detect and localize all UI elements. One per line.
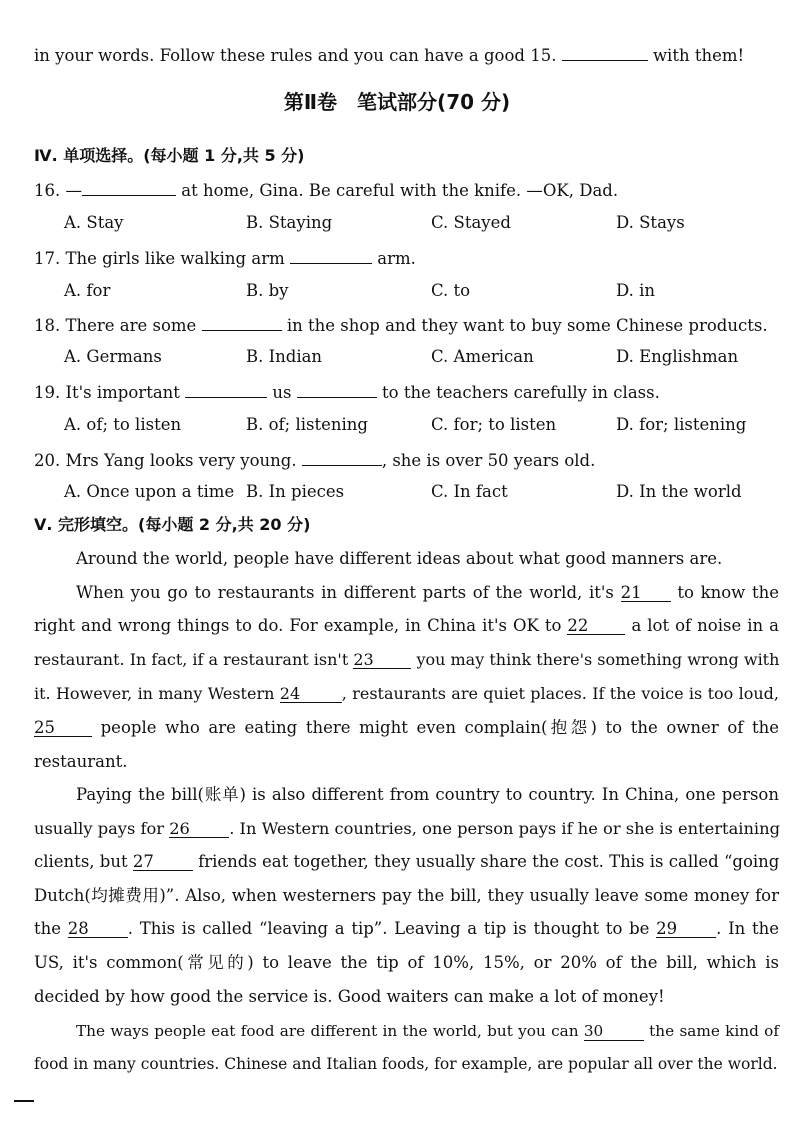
passage-p3-line1: Paying the bill(账单) is also different from country to country. In China, one person	[76, 785, 779, 804]
option-d[interactable]: D. Stays	[616, 213, 685, 232]
text: a lot of noise in a	[631, 616, 779, 635]
options-16	[34, 212, 779, 234]
option-c[interactable]: C. for; to listen	[431, 415, 557, 434]
passage-p2-line3	[34, 649, 779, 671]
blank-23[interactable]: 23	[353, 651, 411, 669]
text: you may think there's something wrong with	[416, 650, 780, 669]
page-corner-dash	[14, 1100, 34, 1102]
option-a[interactable]: A. of; to listen	[64, 415, 182, 434]
option-c[interactable]: C. In fact	[431, 482, 508, 501]
passage-p3-line5	[34, 918, 779, 940]
blank-21[interactable]: 21	[621, 584, 671, 602]
option-d[interactable]: D. for; listening	[616, 415, 747, 434]
passage-p4-line1	[76, 1020, 779, 1042]
option-d[interactable]: D. in	[616, 281, 656, 300]
text: people who are eating there might even complain(抱怨) to the owner of the	[100, 718, 779, 737]
q16-post: at home, Gina. Be careful with the knife. —OK, Dad.	[181, 181, 619, 200]
text: right and wrong things to do. For example, in China it's OK to	[34, 616, 562, 635]
question-19	[34, 380, 779, 404]
text: usually pays for	[34, 819, 165, 838]
option-c[interactable]: C. Stayed	[431, 213, 511, 232]
option-a[interactable]: A. Once upon a time	[64, 482, 235, 501]
text: . In Western countries, one person pays if he or she is entertaining	[229, 819, 780, 838]
q19-post: to the teachers carefully in class.	[382, 383, 660, 402]
blank-22[interactable]: 22	[567, 617, 625, 635]
passage-p3-line6: US, it's common(常见的) to leave the tip of 10%, 15%, or 20% of the bill, which is	[34, 953, 779, 972]
passage-p2-line6: restaurant.	[34, 752, 128, 771]
blank-19b[interactable]	[297, 380, 377, 398]
section5-heading: Ⅴ. 完形填空。(每小题 2 分,共 20 分)	[34, 515, 311, 534]
options-18	[34, 346, 779, 368]
question-18	[34, 313, 779, 337]
q20-post: , she is over 50 years old.	[381, 451, 596, 470]
blank-27[interactable]: 27	[133, 853, 193, 871]
option-b[interactable]: B. In pieces	[246, 482, 345, 501]
q19-mid: us	[272, 383, 292, 402]
option-a[interactable]: A. Stay	[64, 213, 124, 232]
option-b[interactable]: B. Staying	[246, 213, 333, 232]
q19-pre: 19. It's important	[34, 383, 180, 402]
blank-20[interactable]	[302, 448, 382, 466]
section-title: 第Ⅱ卷 笔试部分(70 分)	[283, 90, 511, 114]
blank-15[interactable]	[562, 43, 648, 61]
intro-text: in your words. Follow these rules and you can have a good 15.	[34, 46, 557, 65]
blank-18[interactable]	[202, 313, 282, 331]
text: . In the	[716, 919, 779, 938]
passage-p2-line2	[34, 615, 779, 637]
text: , restaurants are quiet places. If the voice is too loud,	[341, 684, 780, 703]
question-16	[34, 178, 779, 202]
option-a[interactable]: A. Germans	[64, 347, 162, 366]
text: When you go to restaurants in different parts of the world, it's	[76, 583, 614, 602]
intro-text-end: with them!	[652, 46, 745, 65]
text: it. However, in many Western	[34, 684, 275, 703]
option-b[interactable]: B. of; listening	[246, 415, 368, 434]
passage-p2-line5	[34, 717, 779, 739]
q20-pre: 20. Mrs Yang looks very young.	[34, 451, 297, 470]
option-b[interactable]: B. Indian	[246, 347, 323, 366]
q17-post: arm.	[377, 249, 416, 268]
passage-p2-line4	[34, 683, 779, 705]
question-20	[34, 448, 779, 472]
text: friends eat together, they usually share the cost. This is called “going	[198, 852, 780, 871]
passage-p3-line7: decided by how good the service is. Good waiters can make a lot of money!	[34, 987, 665, 1006]
text: clients, but	[34, 852, 128, 871]
text: the same kind of	[649, 1022, 779, 1040]
blank-16[interactable]	[82, 178, 176, 196]
passage-p3-line3	[34, 851, 779, 873]
text: The ways people eat food are different in the world, but you can	[76, 1022, 579, 1040]
passage-p4-line2: food in many countries. Chinese and Italian foods, for example, are popular all over the world.	[34, 1055, 778, 1073]
blank-24[interactable]: 24	[280, 685, 342, 703]
option-d[interactable]: D. In the world	[616, 482, 742, 501]
blank-30[interactable]: 30	[584, 1023, 644, 1041]
options-20	[34, 481, 779, 503]
option-a[interactable]: A. for	[64, 281, 111, 300]
q18-post: in the shop and they want to buy some Chinese products.	[286, 316, 768, 335]
options-17	[34, 280, 779, 302]
options-19	[34, 414, 779, 436]
text: to know the	[677, 583, 780, 602]
passage-p2-line1	[76, 582, 779, 604]
text: restaurant. In fact, if a restaurant isn't	[34, 650, 349, 669]
text: . This is called “leaving a tip”. Leaving a tip is thought to be	[127, 919, 650, 938]
blank-28[interactable]: 28	[68, 920, 128, 938]
q18-pre: 18. There are some	[34, 316, 197, 335]
text: the	[34, 919, 62, 938]
blank-26[interactable]: 26	[169, 820, 229, 838]
option-c[interactable]: C. to	[431, 281, 471, 300]
option-b[interactable]: B. by	[246, 281, 289, 300]
option-d[interactable]: D. Englishman	[616, 347, 739, 366]
blank-17[interactable]	[290, 246, 372, 264]
q17-pre: 17. The girls like walking arm	[34, 249, 285, 268]
question-17	[34, 246, 779, 270]
blank-19a[interactable]	[185, 380, 267, 398]
passage-p3-line4: Dutch(均摊费用)”. Also, when westerners pay the bill, they usually leave some money for	[34, 886, 779, 905]
q16-pre: 16. —	[34, 181, 82, 200]
section4-heading: Ⅳ. 单项选择。(每小题 1 分,共 5 分)	[34, 146, 305, 165]
passage-p3-line2	[34, 818, 779, 840]
blank-29[interactable]: 29	[656, 920, 716, 938]
passage-p1: Around the world, people have different ideas about what good manners are.	[76, 549, 723, 568]
blank-25[interactable]: 25	[34, 719, 92, 737]
option-c[interactable]: C. American	[431, 347, 534, 366]
intro-line	[34, 43, 779, 67]
